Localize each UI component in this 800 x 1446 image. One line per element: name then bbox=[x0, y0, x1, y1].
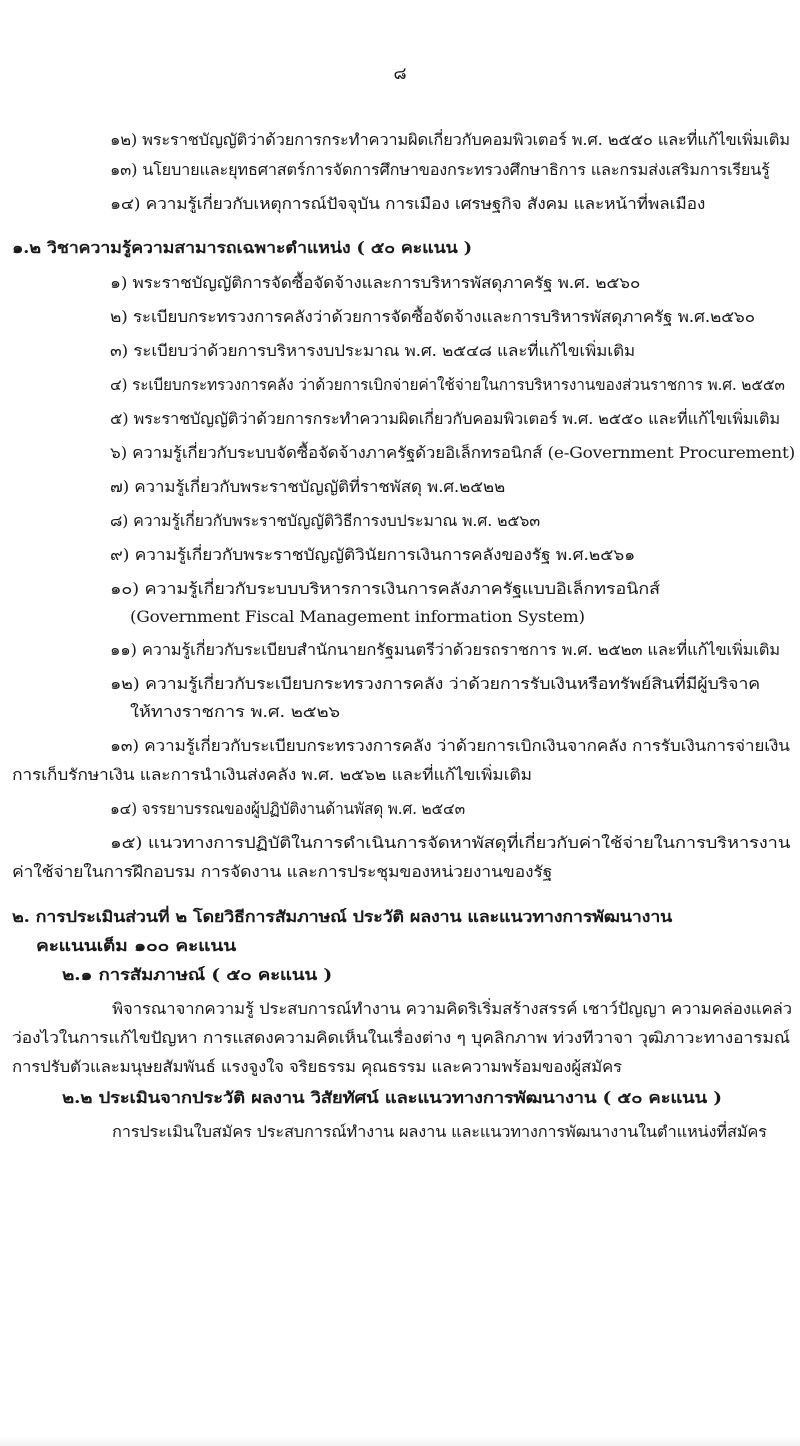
subsection-heading: ๒.๑ การสัมภาษณ์ ( ๕๐ คะแนน ) bbox=[62, 965, 332, 984]
list-item: ๒) ระเบียบกระทรวงการคลังว่าด้วยการจัดซื้อจัดจ้างและการบริหารพัสดุภาครัฐ พ.ศ.๒๕๖๐ bbox=[110, 308, 755, 326]
section-heading: ๑.๒ วิชาความรู้ความสามารถเฉพาะตำแหน่ง ( ๕๐ คะแนน ) bbox=[12, 238, 472, 257]
list-item: ๑๒) พระราชบัญญัติว่าด้วยการกระทำความผิดเกี่ยวกับคอมพิวเตอร์ พ.ศ. ๒๕๕๐ และที่แก้ไขเพิ่มเติม bbox=[110, 131, 790, 149]
paragraph-line: การปรับตัวและมนุษยสัมพันธ์ แรงจูงใจ จริยธรรม คุณธรรม และความพร้อมของผู้สมัคร bbox=[12, 1058, 622, 1076]
list-item: ๑๓) ความรู้เกี่ยวกับระเบียบกระทรวงการคลัง ว่าด้วยการเบิกเงินจากคลัง การรับเงินการจ่ายเงิน bbox=[110, 737, 790, 755]
list-item: ๗) ความรู้เกี่ยวกับพระราชบัญญัติที่ราชพัสดุ พ.ศ.๒๕๒๒ bbox=[110, 478, 505, 496]
list-item: ๕) พระราชบัญญัติว่าด้วยการกระทำความผิดเกี่ยวกับคอมพิวเตอร์ พ.ศ. ๒๕๕๐ และที่แก้ไขเพิ่มเติม bbox=[110, 410, 780, 428]
paragraph-line: พิจารณาจากความรู้ ประสบการณ์ทำงาน ความคิดริเริ่มสร้างสรรค์ เชาว์ปัญญา ความคล่องแคล่ว bbox=[112, 1000, 792, 1018]
list-item-continuation: (Government Fiscal Management information System) bbox=[130, 608, 585, 626]
list-item: ๑๐) ความรู้เกี่ยวกับระบบบริหารการเงินการคลังภาครัฐแบบอิเล็กทรอนิกส์ bbox=[110, 580, 660, 598]
subsection-heading: ๒.๒ ประเมินจากประวัติ ผลงาน วิสัยทัศน์ และแนวทางการพัฒนางาน ( ๕๐ คะแนน ) bbox=[62, 1088, 722, 1107]
list-item: ๑๒) ความรู้เกี่ยวกับระเบียบกระทรวงการคลัง ว่าด้วยการรับเงินหรือทรัพย์สินที่มีผู้บริจาค bbox=[110, 675, 760, 693]
page-bottom-edge bbox=[0, 1436, 800, 1446]
list-item: ๑๔) ความรู้เกี่ยวกับเหตุการณ์ปัจจุบัน การเมือง เศรษฐกิจ สังคม และหน้าที่พลเมือง bbox=[110, 195, 706, 213]
list-item: ๑๓) นโยบายและยุทธศาสตร์การจัดการศึกษาของกระทรวงศึกษาธิการ และกรมส่งเสริมการเรียนรู้ bbox=[110, 161, 770, 179]
list-item: ๑๔) จรรยาบรรณของผู้ปฏิบัติงานด้านพัสดุ พ.ศ. ๒๕๔๓ bbox=[110, 800, 465, 818]
list-item-continuation: การเก็บรักษาเงิน และการนำเงินส่งคลัง พ.ศ. ๒๕๖๒ และที่แก้ไขเพิ่มเติม bbox=[12, 766, 532, 784]
list-item: ๑๑) ความรู้เกี่ยวกับระเบียบสำนักนายกรัฐมนตรีว่าด้วยรถราชการ พ.ศ. ๒๕๒๓ และที่แก้ไขเพิ่มเติม bbox=[110, 641, 780, 659]
section-heading: ๒. การประเมินส่วนที่ ๒ โดยวิธีการสัมภาษณ์ ประวัติ ผลงาน และแนวทางการพัฒนางาน bbox=[12, 907, 673, 926]
page-number: ๘ bbox=[393, 64, 407, 84]
list-item: ๘) ความรู้เกี่ยวกับพระราชบัญญัติวิธีการงบประมาณ พ.ศ. ๒๕๖๓ bbox=[110, 512, 540, 530]
list-item: ๖) ความรู้เกี่ยวกับระบบจัดซื้อจัดจ้างภาครัฐด้วยอิเล็กทรอนิกส์ (e-Government Procurement) bbox=[110, 444, 796, 462]
list-item: ๔) ระเบียบกระทรวงการคลัง ว่าด้วยการเบิกจ่ายค่าใช้จ่ายในการบริหารงานของส่วนราชการ พ.ศ. ๒๕๕๓ bbox=[110, 376, 785, 394]
list-item: ๑) พระราชบัญญัติการจัดซื้อจัดจ้างและการบริหารพัสดุภาครัฐ พ.ศ. ๒๕๖๐ bbox=[110, 274, 641, 292]
list-item: ๙) ความรู้เกี่ยวกับพระราชบัญญัติวินัยการเงินการคลังของรัฐ พ.ศ.๒๕๖๑ bbox=[110, 546, 636, 564]
list-item: ๓) ระเบียบว่าด้วยการบริหารงบประมาณ พ.ศ. ๒๕๔๘ และที่แก้ไขเพิ่มเติม bbox=[110, 342, 636, 360]
list-item-continuation: ค่าใช้จ่ายในการฝึกอบรม การจัดงาน และการประชุมของหน่วยงานของรัฐ bbox=[12, 863, 553, 881]
list-item: ๑๕) แนวทางการปฏิบัติในการดำเนินการจัดหาพัสดุที่เกี่ยวกับค่าใช้จ่ายในการบริหารงาน bbox=[110, 834, 791, 852]
paragraph-line: ว่องไวในการแก้ไขปัญหา การแสดงความคิดเห็นในเรื่องต่าง ๆ บุคลิกภาพ ท่วงทีวาจา วุฒิภาวะทางอารมณ์ bbox=[12, 1029, 790, 1047]
paragraph-line: การประเมินใบสมัคร ประสบการณ์ทำงาน ผลงาน และแนวทางการพัฒนางานในตำแหน่งที่สมัคร bbox=[112, 1123, 767, 1141]
list-item-continuation: ให้ทางราชการ พ.ศ. ๒๕๒๖ bbox=[130, 703, 340, 721]
section-subheading: คะแนนเต็ม ๑๐๐ คะแนน bbox=[36, 936, 237, 955]
